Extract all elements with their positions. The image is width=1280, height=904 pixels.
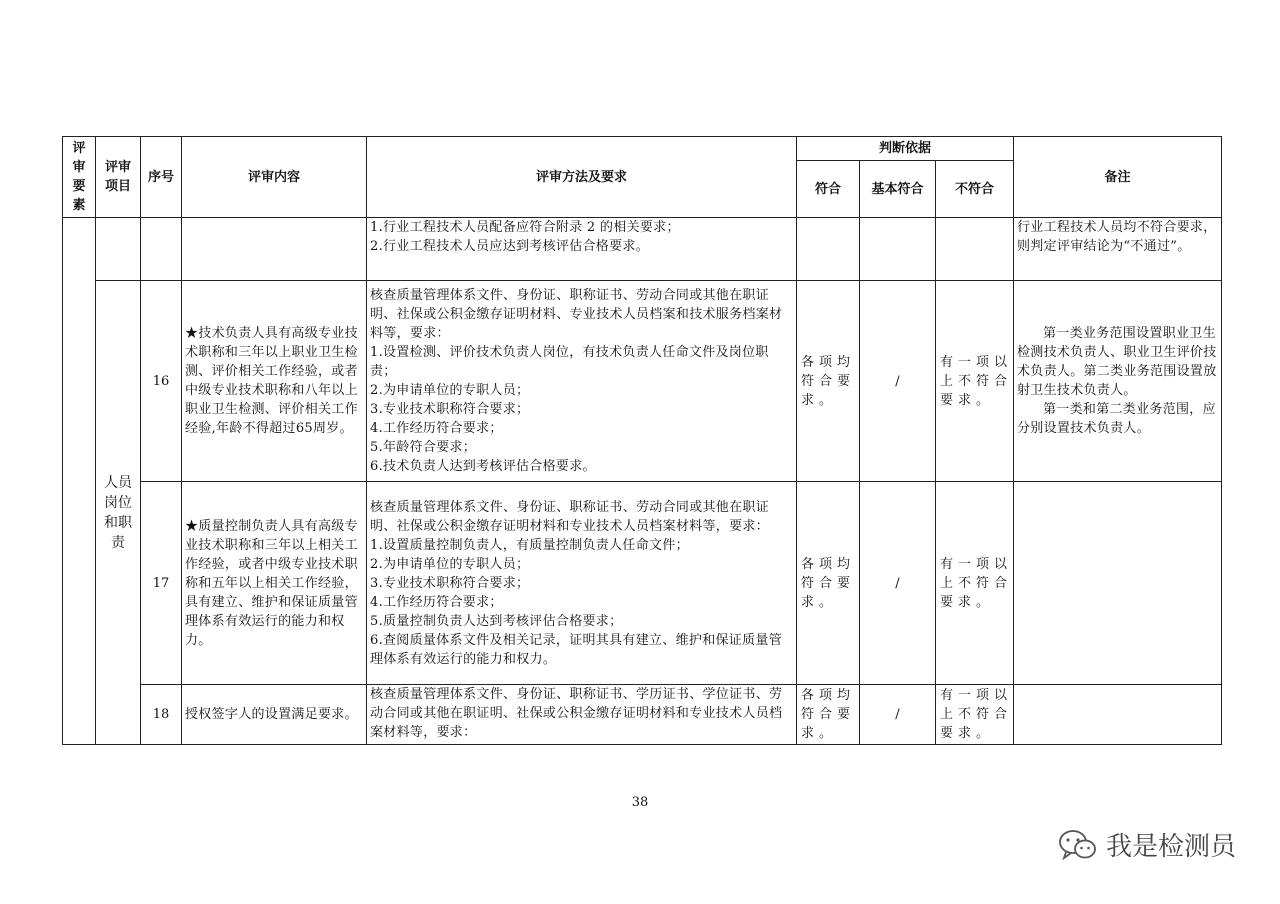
- method-line: 1.设置检测、评价技术负责人岗位，有技术负责人任命文件及岗位职责；: [370, 345, 769, 379]
- table-row: [63, 281, 1222, 482]
- no-cell-empty: [141, 218, 182, 281]
- header-remark: 备注: [1014, 137, 1222, 218]
- content-cell-empty: [182, 218, 367, 281]
- header-element: 评 审 要 素: [63, 137, 96, 218]
- row-no: 18: [141, 685, 182, 745]
- method-line: 核查质量管理体系文件、身份证、职称证书、劳动合同或其他在职证明、社保或公积金缴存证明材料、专业技术人员档案和技术服务档案材料等，要求：: [370, 288, 783, 341]
- row-no: 17: [141, 482, 182, 685]
- row-basic-conform: /: [860, 281, 936, 482]
- row-content: 授权签字人的设置满足要求。: [182, 685, 367, 745]
- method-line: 2.为申请单位的专职人员；: [370, 383, 530, 398]
- row-nonconform: 有一项以上不符合要求。: [936, 685, 1014, 745]
- row-remark: [1014, 281, 1222, 482]
- evaluation-table: [62, 136, 1222, 745]
- watermark: [1058, 826, 1236, 863]
- item-cell-empty: [96, 218, 141, 281]
- element-cell: [63, 218, 96, 745]
- row-basic-conform: /: [860, 482, 936, 685]
- row-nonconform: 有一项以上不符合要求。: [936, 482, 1014, 685]
- header-basic-conform: 基本符合: [860, 161, 936, 218]
- row-nonconform: 有一项以上不符合要求。: [936, 281, 1014, 482]
- method-line: 核查质量管理体系文件、身份证、职称证书、劳动合同或其他在职证明、社保或公积金缴存证明材料和专业技术人员档案材料等，要求：: [370, 499, 770, 534]
- nonconform-cell-empty: [936, 218, 1014, 281]
- method-line: 6.查阅质量体系文件及相关记录，证明其具有建立、维护和保证质量管理体系有效运行的能力和权力。: [370, 632, 783, 667]
- method-line: 3.专业技术职称符合要求；: [370, 575, 530, 591]
- method-line: 4.工作经历符合要求；: [370, 421, 503, 436]
- header-nonconform: 不符合: [936, 161, 1014, 218]
- row-no: 16: [141, 281, 182, 482]
- wechat-icon: [1058, 828, 1098, 862]
- header-basis: 判断依据: [797, 137, 1014, 161]
- method-line: 核查质量管理体系文件、身份证、职称证书、学历证书、学位证书、劳动合同或其他在职证明、社保或公积金缴存证明材料和专业技术人员档案材料等，要求：: [370, 687, 783, 740]
- row-method: [367, 482, 797, 685]
- watermark-text: 我是检测员: [1105, 832, 1236, 862]
- row-basic-conform: /: [860, 685, 936, 745]
- row-remark: [1014, 685, 1222, 745]
- table-row: [63, 482, 1222, 685]
- row-remark: [1014, 482, 1222, 685]
- method-line: 1.行业工程技术人员配备应符合附录 2 的相关要求；: [370, 220, 680, 235]
- table-row: [63, 685, 1222, 745]
- method-line: 6.技术负责人达到考核评估合格要求。: [370, 459, 596, 474]
- page-number: 38: [631, 795, 649, 810]
- remark-cell: 行业工程技术人员均不符合要求，则判定评审结论为“不通过”。: [1014, 218, 1222, 281]
- header-no: 序号: [141, 137, 182, 218]
- conform-cell-empty: [797, 218, 860, 281]
- method-cell: [367, 218, 797, 281]
- table-row-continued: [63, 218, 1222, 281]
- method-line: 5.质量控制负责人达到考核评估合格要求；: [370, 613, 623, 629]
- remark-paragraph: 第一类和第二类业务范围，应分别设置技术负责人。: [1017, 402, 1216, 436]
- remark-paragraph: 第一类业务范围设置职业卫生检测技术负责人、职业卫生评价技术负责人。第二类业务范围设置放射卫生技术负责人。: [1017, 326, 1217, 398]
- header-item: 评审 项目: [96, 137, 141, 218]
- method-line: 5.年龄符合要求；: [370, 440, 477, 455]
- method-line: 2.为申请单位的专职人员；: [370, 556, 530, 572]
- basic-conform-cell-empty: [860, 218, 936, 281]
- header-method: 评审方法及要求: [367, 137, 797, 218]
- row-conform: 各项均符合要求。: [797, 281, 860, 482]
- method-line: 3.专业技术职称符合要求；: [370, 402, 530, 417]
- row-content: ★技术负责人具有高级专业技术职称和三年以上职业卫生检测、评价相关工作经验，或者中级专业技术职称和八年以上职业卫生检测、评价相关工作经验,年龄不得超过65周岁。: [182, 281, 367, 482]
- header-content: 评审内容: [182, 137, 367, 218]
- row-conform: 各项均符合要求。: [797, 482, 860, 685]
- method-line: 1.设置质量控制负责人，有质量控制负责人任命文件；: [370, 537, 689, 553]
- method-line: 4.工作经历符合要求；: [370, 594, 503, 610]
- row-method: [367, 685, 797, 745]
- group-label-personnel: 人员 岗位 和职 责: [96, 281, 141, 745]
- row-method: [367, 281, 797, 482]
- row-conform: 各项均符合要求。: [797, 685, 860, 745]
- row-content: ★质量控制负责人具有高级专业技术职称和三年以上相关工作经验，或者中级专业技术职称和五年以上相关工作经验，具有建立、维护和保证质量管理体系有效运行的能力和权力。: [182, 482, 367, 685]
- header-conform: 符合: [797, 161, 860, 218]
- method-line: 2.行业工程技术人员应达到考核评估合格要求。: [370, 239, 650, 254]
